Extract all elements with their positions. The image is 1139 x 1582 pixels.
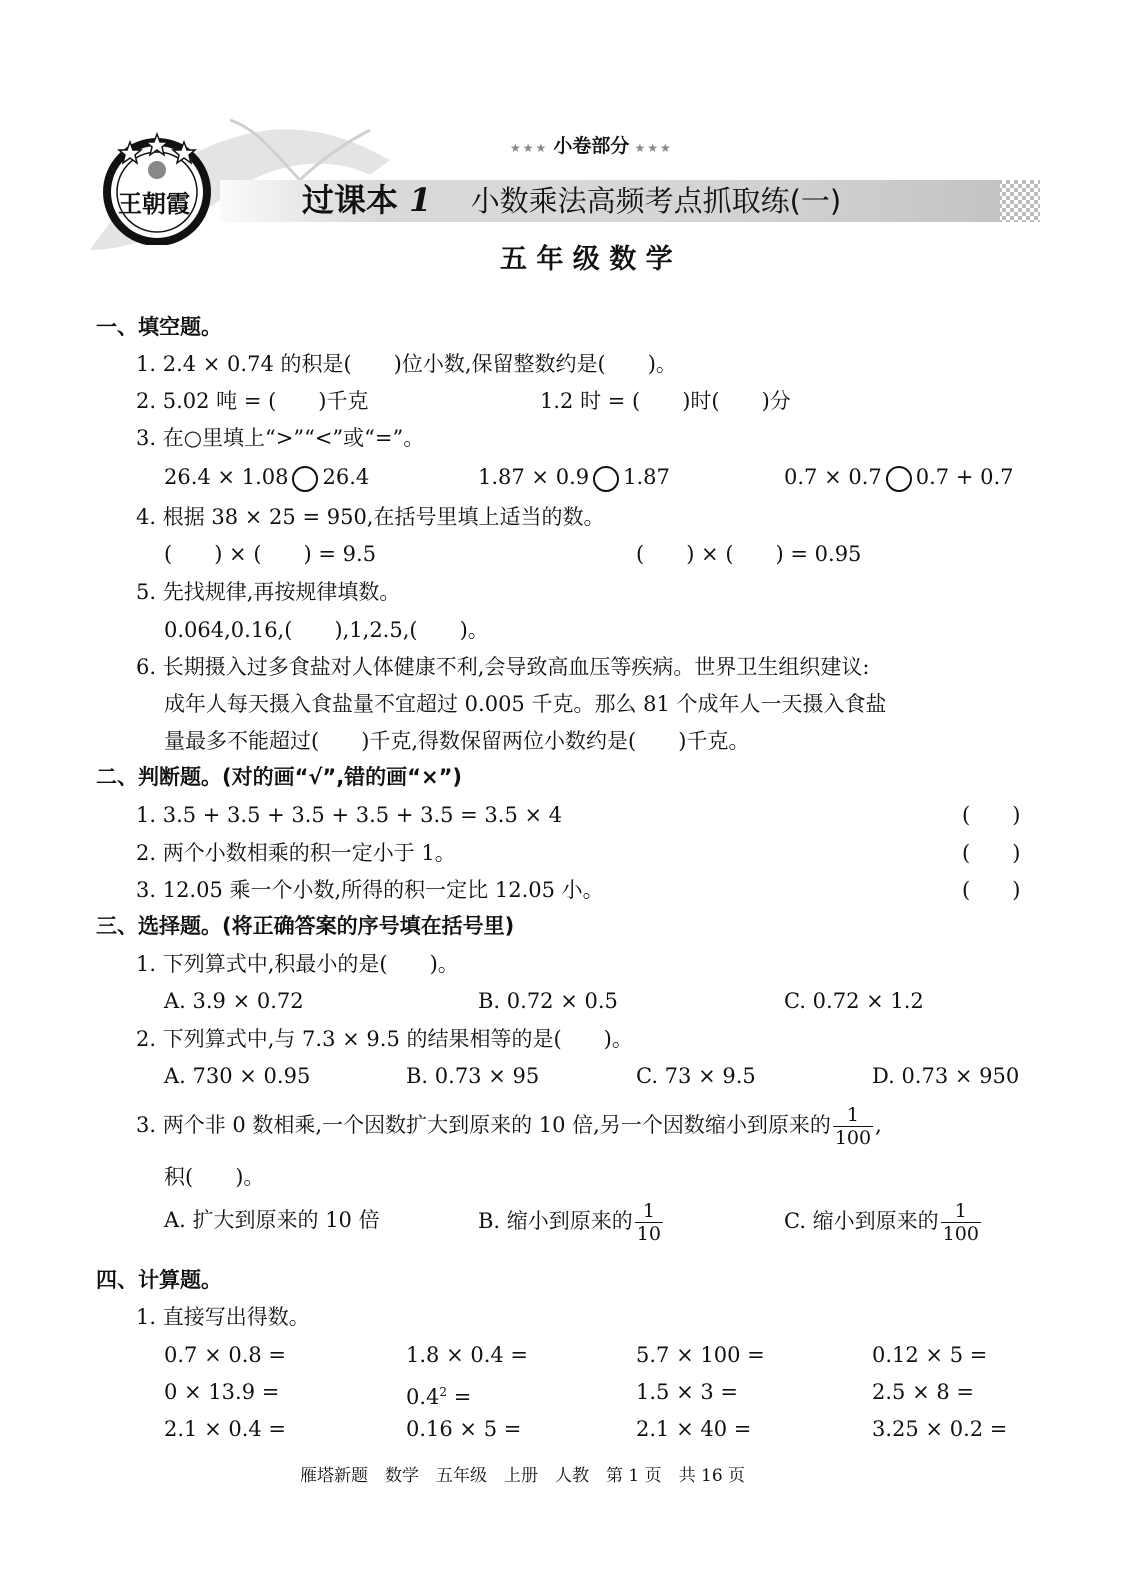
- logo-seal: [100, 130, 215, 245]
- section-calculation: 四、计算题。: [96, 1268, 222, 1292]
- circle-blank[interactable]: [292, 466, 318, 492]
- calc-item: 0.7 × 0.8 =: [164, 1343, 287, 1367]
- choice-option: C. 73 × 9.5: [636, 1064, 756, 1088]
- star-icon: ★★★: [510, 141, 549, 155]
- judge-item-3: 3. 12.05 乘一个小数,所得的积一定比 12.05 小。: [136, 878, 604, 902]
- choice-question-1: 1. 下列算式中,积最小的是( )。: [136, 952, 459, 976]
- question-1-5: 5. 先找规律,再按规律填数。: [136, 580, 401, 604]
- circle-blank[interactable]: [593, 466, 619, 492]
- choice-option: A. 扩大到原来的 10 倍: [164, 1208, 380, 1232]
- choice-option: C. 0.72 × 1.2: [784, 989, 924, 1013]
- question-1-5a: 0.064,0.16,( ),1,2.5,( )。: [164, 618, 489, 642]
- question-1-2b: 1.2 时 = ( )时( )分: [540, 389, 791, 413]
- question-1-2a: 2. 5.02 吨 = ( )千克: [136, 389, 369, 413]
- logo-text: 王朝霞: [118, 189, 190, 218]
- compare-item-2: 1.87 × 0.9 1.87: [478, 463, 670, 492]
- star-icon: ★★★: [634, 141, 673, 155]
- question-1-4b: ( ) × ( ) = 0.95: [636, 542, 862, 566]
- judge-answer-3[interactable]: ( ): [962, 878, 1021, 902]
- section-multiple-choice: 三、选择题。(将正确答案的序号填在括号里): [96, 914, 515, 938]
- choice-option: B. 缩小到原来的 $\frac{1}{10}$: [478, 1200, 661, 1245]
- calc-item: 2.1 × 0.4 =: [164, 1417, 287, 1441]
- question-1-1: 1. 2.4 × 0.74 的积是( )位小数,保留整数约是( )。: [136, 352, 677, 376]
- fraction: $\frac{1}{100}$: [834, 1104, 872, 1149]
- question-1-4: 4. 根据 38 × 25 = 950,在括号里填上适当的数。: [136, 505, 605, 529]
- calc-item: 0.12 × 5 =: [872, 1343, 988, 1367]
- calc-item: 0.16 × 5 =: [406, 1417, 522, 1441]
- judge-item-1: 1. 3.5 + 3.5 + 3.5 + 3.5 + 3.5 = 3.5 × 4: [136, 803, 563, 827]
- fraction: $\frac{1}{10}$: [636, 1200, 661, 1245]
- page-title: 过课本 1 小数乘法高频考点抓取练(一): [302, 181, 842, 219]
- calc-question-1: 1. 直接写出得数。: [136, 1305, 310, 1329]
- calc-item: 3.25 × 0.2 =: [872, 1417, 1008, 1441]
- question-1-6-line3: 量最多不能超过( )千克,得数保留两位小数约是( )千克。: [164, 729, 750, 753]
- calc-item: 5.7 × 100 =: [636, 1343, 765, 1367]
- compare-item-3: 0.7 × 0.7 0.7 + 0.7: [784, 463, 1014, 492]
- calc-item: 0 × 13.9 =: [164, 1380, 280, 1404]
- choice-question-3: 3. 两个非 0 数相乘,一个因数扩大到原来的 10 倍,另一个因数缩小到原来的 $\frac{1}{100}$ ,: [136, 1104, 882, 1149]
- question-1-6-line1: 6. 长期摄入过多食盐对人体健康不利,会导致高血压等疾病。世界卫生组织建议:: [136, 655, 870, 679]
- judge-item-2: 2. 两个小数相乘的积一定小于 1。: [136, 841, 456, 865]
- choice-question-2: 2. 下列算式中,与 7.3 × 9.5 的结果相等的是( )。: [136, 1027, 633, 1051]
- calc-item: 2.1 × 40 =: [636, 1417, 752, 1441]
- choice-option: D. 0.73 × 950: [872, 1064, 1020, 1088]
- choice-option: B. 0.73 × 95: [406, 1064, 540, 1088]
- choice-question-3-line2: 积( )。: [164, 1165, 265, 1189]
- choice-option: A. 730 × 0.95: [164, 1064, 311, 1088]
- question-1-3: 3. 在○里填上“>”“<”或“=”。: [136, 426, 425, 450]
- section-true-false: 二、判断题。(对的画“√”,错的画“×”): [96, 765, 462, 789]
- question-1-6-line2: 成年人每天摄入食盐量不宜超过 0.005 千克。那么 81 个成年人一天摄入食盐: [164, 692, 887, 716]
- choice-option: A. 3.9 × 0.72: [164, 989, 304, 1013]
- calc-item: 2.5 × 8 =: [872, 1380, 974, 1404]
- calc-item: 1.5 × 3 =: [636, 1380, 738, 1404]
- fraction: $\frac{1}{100}$: [942, 1200, 979, 1245]
- judge-answer-1[interactable]: ( ): [962, 803, 1021, 827]
- calc-item: $0.4^2$ =: [406, 1385, 472, 1409]
- section-fill-blank: 一、填空题。: [96, 315, 222, 339]
- judge-answer-2[interactable]: ( ): [962, 841, 1021, 865]
- page-footer: 雁塔新题 数学 五年级 上册 人教 第 1 页 共 16 页: [300, 1466, 746, 1486]
- compare-item-1: 26.4 × 1.08 26.4: [164, 463, 369, 492]
- calc-item: 1.8 × 0.4 =: [406, 1343, 529, 1367]
- subtitle: ★★★ 小卷部分 ★★★: [510, 135, 673, 157]
- circle-blank[interactable]: [886, 466, 912, 492]
- question-1-4a: ( ) × ( ) = 9.5: [164, 542, 377, 566]
- choice-option: C. 缩小到原来的 $\frac{1}{100}$: [784, 1200, 979, 1245]
- choice-option: B. 0.72 × 0.5: [478, 989, 618, 1013]
- grade-subject: 五 年 级 数 学: [500, 244, 673, 275]
